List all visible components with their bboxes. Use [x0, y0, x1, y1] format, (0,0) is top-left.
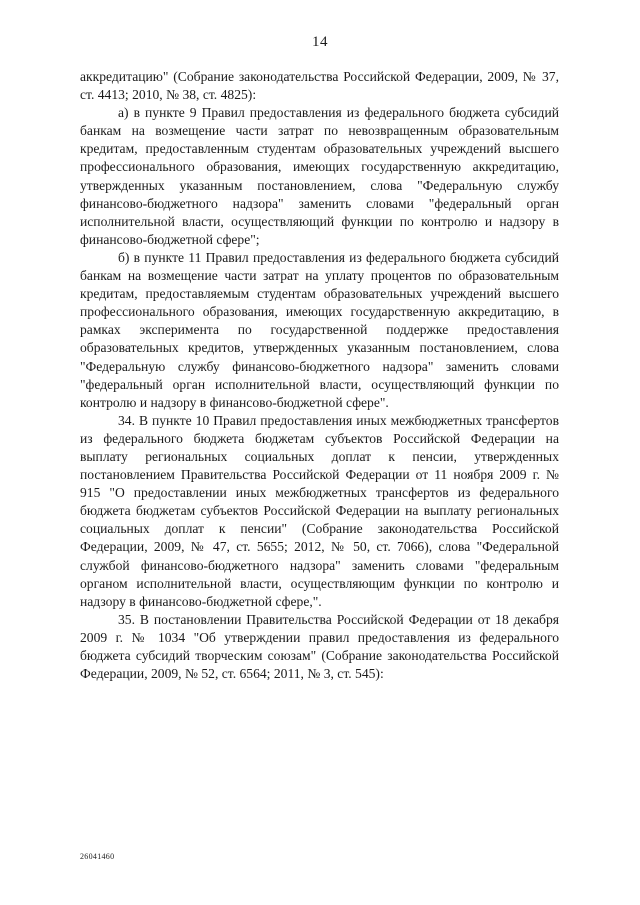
paragraph-item-b: б) в пункте 11 Правил предоставления из федерального бюджета субсидий банкам на возмещение части затрат на уплату процентов по образовательным кредитам, предоставляемым студентам образовательных учреждений высшего профессионального образования, имеющих государственную аккредитацию, в рамках эксперимента по государственной поддержке предоставления образовательных кредитов, утвержденных указанным постановлением, слова "Федеральную службу финансово-бюджетного надзора" заменить словами "федеральный орган исполнительной власти, осуществляющий функции по контролю и надзору в финансово-бюджетной сфере".: [80, 249, 559, 410]
paragraph-item-a: а) в пункте 9 Правил предоставления из федерального бюджета субсидий банкам на возмещение части затрат по невозвращенным образовательным кредитам, предоставленным студентам образовательных учреждений высшего профессионального образования, имеющих государственную аккредитацию, утвержденных указанным постановлением, слова "Федеральную службу финансово-бюджетного надзора" заменить словами "федеральный орган исполнительной власти, осуществляющий функции по контролю и надзору в финансово-бюджетной сфере";: [80, 105, 559, 247]
paragraph-35: 35. В постановлении Правительства Российской Федерации от 18 декабря 2009 г. № 1034 "Об утверждении правил предоставления из федерального бюджета субсидий творческим союзам" (Собрание законодательства Российской Федерации, 2009, № 52, ст. 6564; 2011, № 3, ст. 545):: [80, 611, 559, 682]
document-body: [80, 68, 559, 683]
page-number: 14: [312, 34, 328, 50]
paragraph-34: 34. В пункте 10 Правил предоставления иных межбюджетных трансфертов из федерального бюджета бюджетам субъектов Российской Федерации на выплату региональных социальных доплат к пенсии, утвержденных постановлением Правительства Российской Федерации от 11 ноября 2009 г. № 915 "О предоставлении иных межбюджетных трансфертов из федерального бюджета бюджетам субъектов Российской Федерации на выплату региональных социальных доплат к пенсии" (Собрание законодательства Российской Федерации, 2009, № 47, ст. 5655; 2012, № 50, ст. 7066), слова "Федеральной службой финансово-бюджетного надзора" заменить словами "федеральным органом исполнительной власти, осуществляющим функции по контролю и надзору в финансово-бюджетной сфере,".: [80, 412, 559, 609]
document-code: 26041460: [80, 852, 115, 861]
paragraph-continuation: аккредитацию" (Собрание законодательства Российской Федерации, 2009, № 37, ст. 4413; 2010, № 38, ст. 4825):: [80, 69, 559, 103]
